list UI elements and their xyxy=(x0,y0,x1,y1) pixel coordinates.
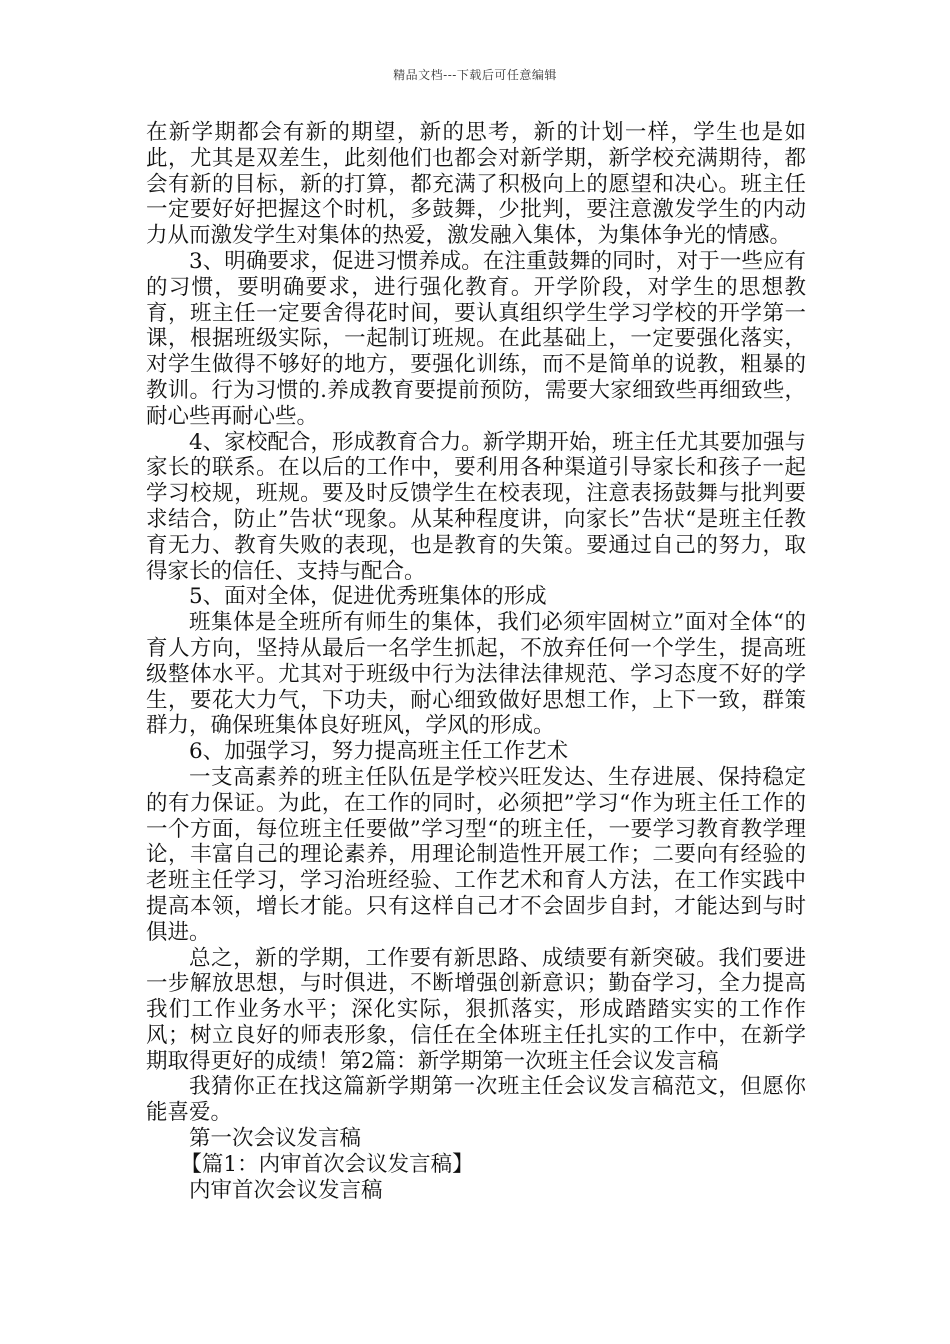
paragraph-section-6: 一支高素养的班主任队伍是学校兴旺发达、生存进展、保持稳定的有力保证。为此，在工作的同时，必须把”学习“作为班主任工作的一个方面，每位班主任要做”学习型“的班主任，一要学习教育教学理论，丰富自己的理论素养，用理论制造性开展工作；二要向有经验的老班主任学习，学习治班经验、工作艺术和育人方法，在工作实践中提高本领，增长才能。只有这样自己才不会固步自封，才能达到与时俱进。 xyxy=(146,764,806,945)
paragraph-intro-continuation: 在新学期都会有新的期望，新的思考，新的计划一样，学生也是如此，尤其是双差生，此刻他们也都会对新学期，新学校充满期待，都会有新的目标，新的打算，都充满了积极向上的愿望和决心。班主任一定要好好把握这个时机，多鼓舞，少批判，要注意激发学生的内动力从而激发学生对集体的热爱，激发融入集体，为集体争光的情感。 xyxy=(146,120,806,249)
heading-section-5: 5、面对全体，促进优秀班集体的形成 xyxy=(189,584,547,610)
paragraph-article-2-intro: 我猜你正在找这篇新学期第一次班主任会议发言稿范文，但愿你能喜爱。 xyxy=(146,1074,806,1126)
heading-first-meeting: 第一次会议发言稿 xyxy=(189,1126,362,1152)
document-body xyxy=(146,120,806,1203)
heading-section-6: 6、加强学习，努力提高班主任工作艺术 xyxy=(189,739,569,765)
page-header: 精品文档---下载后可任意编辑 xyxy=(393,68,557,82)
paragraph-conclusion: 总之，新的学期，工作要有新思路、成绩要有新突破。我们要进一步解放思想，与时俱进，不断增强创新意识；勤奋学习，全力提高我们工作业务水平；深化实际，狠抓落实，形成踏踏实实的工作作风；树立良好的师表形象，信任在全体班主任扎实的工作中，在新学期取得更好的成绩！第2篇：新学期第一次班主任会议发言稿 xyxy=(146,945,806,1074)
paragraph-section-4: 4、家校配合，形成教育合力。新学期开始，班主任尤其要加强与家长的联系。在以后的工作中，要利用各种渠道引导家长和孩子一起学习校规，班规。要及时反馈学生在校表现，注意表扬鼓舞与批判要求结合，防止”告状“现象。从某种程度讲，向家长”告状“是班主任教育无力、教育失败的表现，也是教育的失策。要通过自己的努力，取得家长的信任、支持与配合。 xyxy=(146,429,806,584)
paragraph-section-3: 3、明确要求，促进习惯养成。在注重鼓舞的同时，对于一些应有的习惯，要明确要求，进行强化教育。开学阶段，对学生的思想教育，班主任一定要舍得花时间，要认真组织学生学习学校的开学第一课，根据班级实际，一起制订班规。在此基础上，一定要强化落实，对学生做得不够好的地方，要强化训练，而不是简单的说教，粗暴的教训。行为习惯的.养成教育要提前预防，需要大家细致些再细致些，耐心些再耐心些。 xyxy=(146,248,806,429)
heading-internal-audit: 内审首次会议发言稿 xyxy=(189,1177,383,1203)
heading-article-1: 【篇1：内审首次会议发言稿】 xyxy=(180,1151,474,1177)
paragraph-section-5: 班集体是全班所有师生的集体，我们必须牢固树立”面对全体“的育人方向，坚持从最后一名学生抓起，不放弃任何一个学生，提高班级整体水平。尤其对于班级中行为法律法律规范、学习态度不好的学生，要花大力气，下功夫，耐心细致做好思想工作，上下一致，群策群力，确保班集体良好班风，学风的形成。 xyxy=(146,610,806,739)
